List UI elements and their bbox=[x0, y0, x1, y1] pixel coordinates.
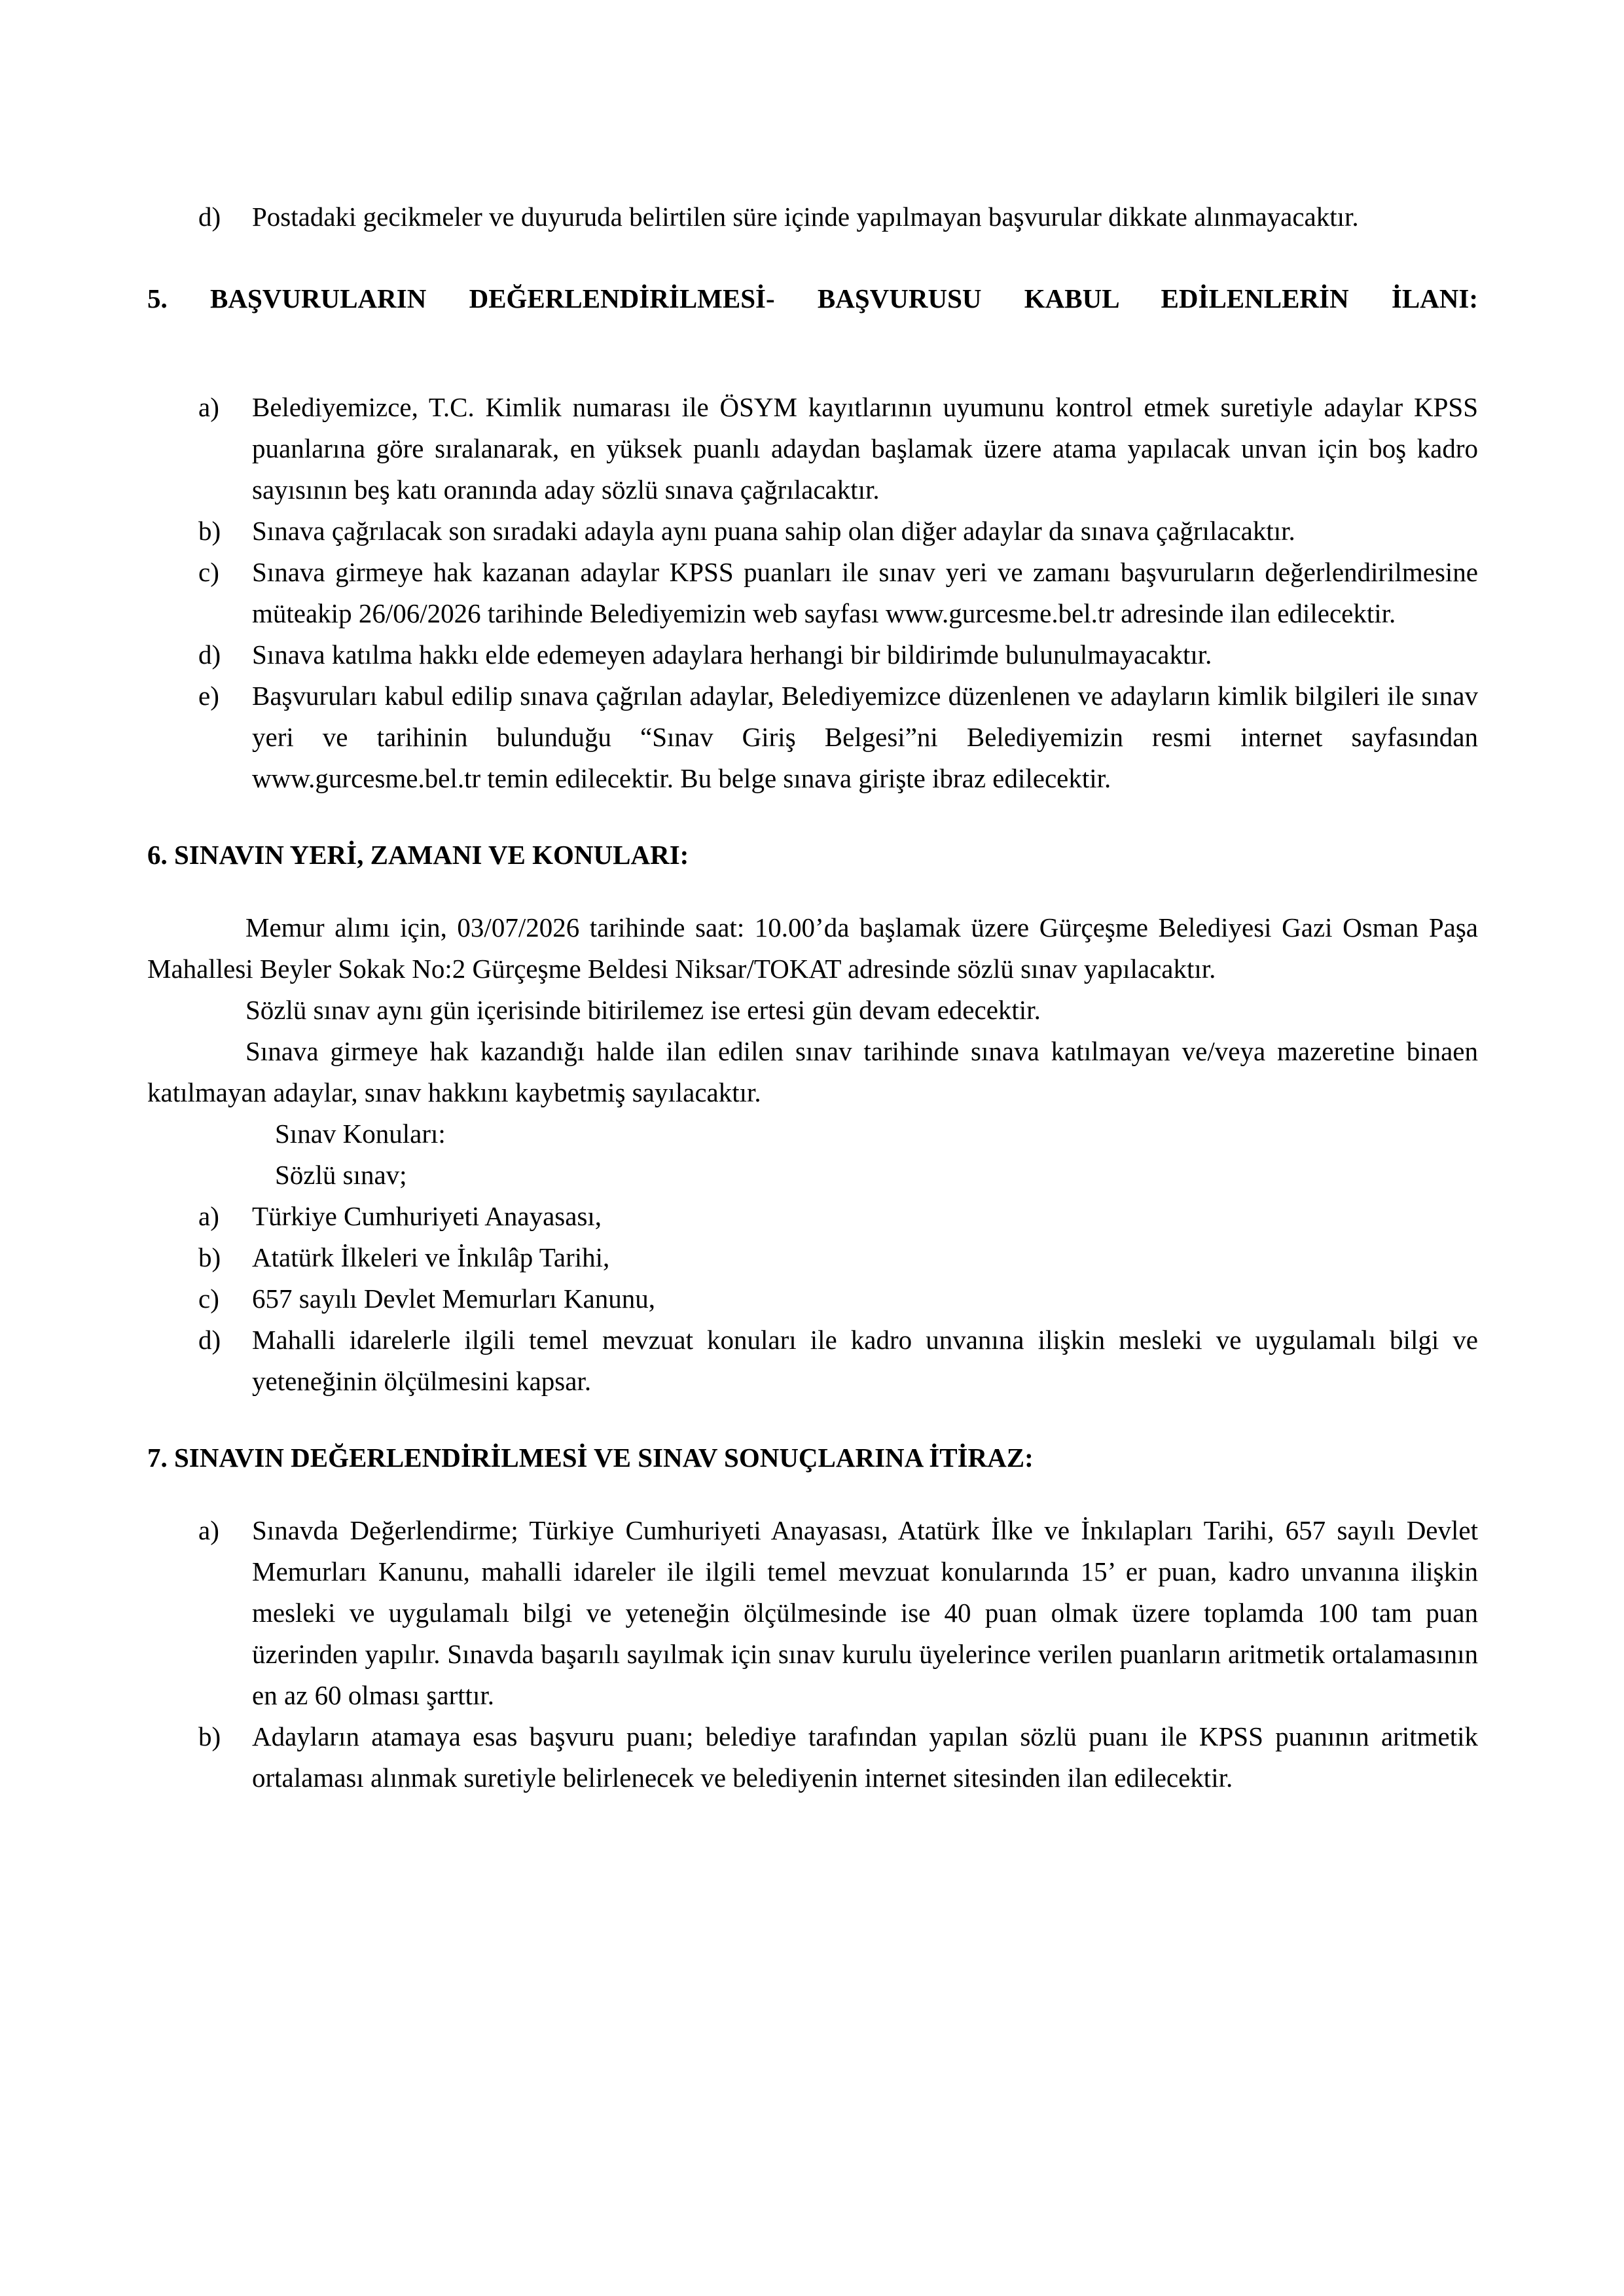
list-marker: b) bbox=[198, 1721, 221, 1751]
spacer bbox=[147, 799, 1478, 834]
list-item-text: Postadaki gecikmeler ve duyuruda belirtilen süre içinde yapılmayan başvurular dikkate alınmayacaktır. bbox=[252, 202, 1359, 232]
list-item-text: Atatürk İlkeleri ve İnkılâp Tarihi, bbox=[252, 1242, 610, 1272]
spacer bbox=[147, 876, 1478, 907]
spacer bbox=[147, 238, 1478, 278]
exam-topics-list bbox=[147, 1196, 1478, 1402]
list-marker: d) bbox=[198, 639, 221, 670]
list-item-text: 657 sayılı Devlet Memurları Kanunu, bbox=[252, 1283, 656, 1314]
list-item bbox=[147, 634, 1478, 675]
list-marker: b) bbox=[198, 1242, 221, 1272]
section-5-list bbox=[147, 387, 1478, 799]
list-marker: a) bbox=[198, 392, 219, 422]
list-item-text: Mahalli idarelerle ilgili temel mevzuat konuları ile kadro unvanına ilişkin mesleki ve uygulamalı bilgi ve yeteneğinin ölçülmesini kapsar. bbox=[252, 1325, 1478, 1396]
list-item bbox=[147, 196, 1478, 238]
list-item-text: Belediyemizce, T.C. Kimlik numarası ile ÖSYM kayıtlarının uyumunu kontrol etmek suretiyle adaylar KPSS puanlarına göre sıralanarak, en yüksek puanlı adaydan başlamak üzere atama yapılacak unvan için boş kadro sayısının beş katı oranında aday sözlü sınava çağrılacaktır. bbox=[252, 392, 1478, 505]
section-6-paragraph-1: Memur alımı için, 03/07/2026 tarihinde saat: 10.00’da başlamak üzere Gürçeşme Belediyesi Gazi Osman Paşa Mahallesi Beyler Sokak No:2 Gürçeşme Beldesi Niksar/TOKAT adresinde sözlü sınav yapılacaktır. bbox=[147, 912, 1478, 984]
list-item-text: Adayların atamaya esas başvuru puanı; belediye tarafından yapılan sözlü puanı ile KPSS puanının aritmetik ortalaması alınmak suretiyle belirlenecek ve belediyenin internet sitesinden ilan edilecektir. bbox=[252, 1721, 1478, 1793]
list-marker: d) bbox=[198, 202, 221, 232]
list-item bbox=[147, 387, 1478, 511]
list-item bbox=[147, 1716, 1478, 1799]
section-6-heading-text: 6. SINAVIN YERİ, ZAMANI VE KONULARI: bbox=[147, 840, 689, 870]
spacer bbox=[147, 1479, 1478, 1510]
list-marker: a) bbox=[198, 1201, 219, 1231]
carryover-list bbox=[147, 196, 1478, 238]
section-6-paragraph-2: Sözlü sınav aynı gün içerisinde bitirilemez ise ertesi gün devam edecektir. bbox=[245, 995, 1041, 1025]
list-item bbox=[147, 1196, 1478, 1237]
list-marker: c) bbox=[198, 1283, 219, 1314]
list-item-text: Sınava katılma hakkı elde edemeyen adaylara herhangi bir bildirimde bulunulmayacaktır. bbox=[252, 639, 1212, 670]
list-item bbox=[147, 1510, 1478, 1716]
list-item bbox=[147, 1237, 1478, 1278]
section-5-heading-text: 5. BAŞVURULARIN DEĞERLENDİRİLMESİ- BAŞVURUSU KABUL EDİLENLERİN İLANI: bbox=[147, 283, 1478, 314]
list-marker: b) bbox=[198, 516, 221, 546]
list-item-text: Sınava girmeye hak kazanan adaylar KPSS puanları ile sınav yeri ve zamanı başvuruların değerlendirilmesine müteakip 26/06/2026 tarihinde Belediyemizin web sayfası www.gurcesme.bel.tr adresinde ilan edilecektir. bbox=[252, 557, 1478, 628]
list-item bbox=[147, 675, 1478, 799]
list-item-text: Türkiye Cumhuriyeti Anayasası, bbox=[252, 1201, 602, 1231]
list-marker: a) bbox=[198, 1515, 219, 1545]
list-item-text: Başvuruları kabul edilip sınava çağrılan adaylar, Belediyemizce düzenlenen ve adayların kimlik bilgileri ile sınav yeri ve tarihinin bulunduğu “Sınav Giriş Belgesi”ni Belediyemizin resmi internet sayfasından www.gurcesme.bel.tr temin edilecektir. Bu belge sınava girişte ibraz edilecektir. bbox=[252, 681, 1478, 793]
list-marker: c) bbox=[198, 557, 219, 587]
section-7-list bbox=[147, 1510, 1478, 1799]
list-item-text: Sınava çağrılacak son sıradaki adayla aynı puana sahip olan diğer adaylar da sınava çağrılacaktır. bbox=[252, 516, 1295, 546]
exam-topics-label: Sınav Konuları: bbox=[275, 1119, 446, 1149]
section-6-paragraph-3: Sınava girmeye hak kazandığı halde ilan edilen sınav tarihinde sınava katılmayan ve/veya mazeretine binaen katılmayan adaylar, sınav hakkını kaybetmiş sayılacaktır. bbox=[147, 1036, 1478, 1107]
spacer bbox=[147, 1402, 1478, 1437]
list-item-text: Sınavda Değerlendirme; Türkiye Cumhuriyeti Anayasası, Atatürk İlke ve İnkılapları Tarihi, 657 sayılı Devlet Memurları Kanunu, mahalli idareler ile ilgili temel mevzuat konularında 15’ er puan, kadro unvanına ilişkin mesleki ve uygulamalı bilgi ve yeteneğin ölçülmesinde ise 40 puan olmak üzere toplamda 100 tam puan üzerinden yapılır. Sınavda başarılı sayılmak için sınav kurulu üyelerince verilen puanların aritmetik ortalamasının en az 60 olması şarttır. bbox=[252, 1515, 1478, 1710]
spacer bbox=[147, 361, 1478, 387]
section-5-heading bbox=[147, 278, 1478, 361]
list-item bbox=[147, 511, 1478, 552]
section-7-heading bbox=[147, 1437, 1478, 1479]
list-item bbox=[147, 1278, 1478, 1319]
oral-exam-label: Sözlü sınav; bbox=[275, 1160, 407, 1190]
section-7-heading-text: 7. SINAVIN DEĞERLENDİRİLMESİ VE SINAV SONUÇLARINA İTİRAZ: bbox=[147, 1443, 1034, 1473]
list-item bbox=[147, 552, 1478, 634]
list-marker: d) bbox=[198, 1325, 221, 1355]
section-6-heading bbox=[147, 834, 1478, 876]
list-item bbox=[147, 1319, 1478, 1402]
list-marker: e) bbox=[198, 681, 219, 711]
